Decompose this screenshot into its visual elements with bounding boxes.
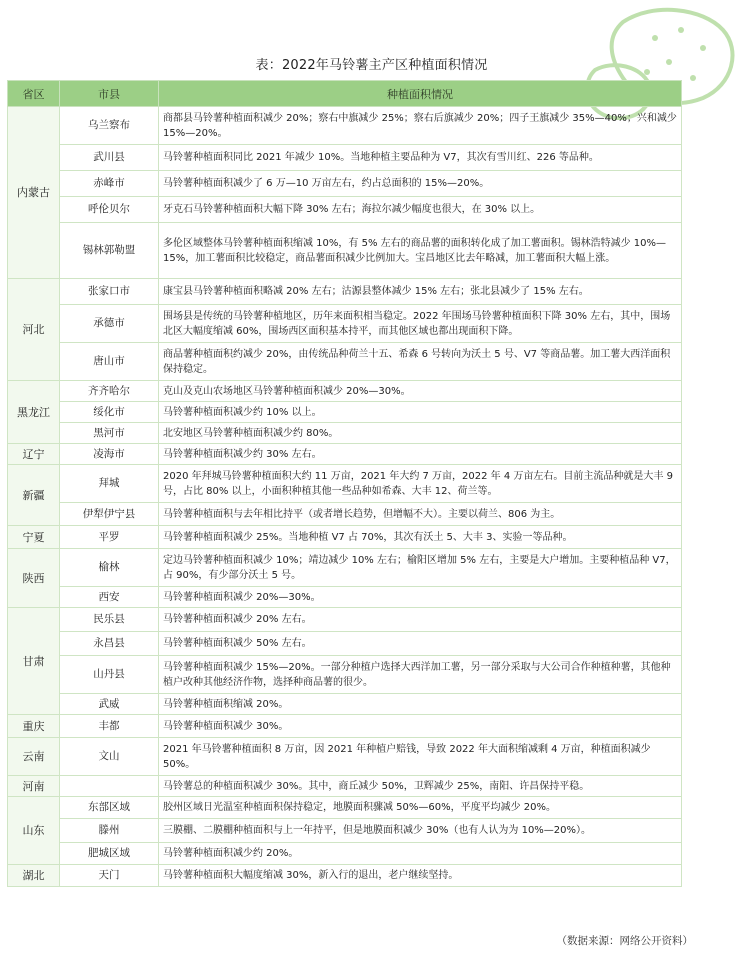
city-cell: 永昌县 [60, 632, 159, 656]
city-cell: 西安 [60, 587, 159, 608]
desc-cell: 马铃薯种植面积同比 2021 年减少 10%。当地种植主要品种为 V7，其次有雪川红、226 等品种。 [159, 145, 682, 171]
desc-cell: 马铃薯种植面积减少约 20%。 [159, 843, 682, 865]
desc-cell: 马铃薯种植面积减少 20% 左右。 [159, 608, 682, 632]
desc-cell: 商都县马铃薯种植面积减少 20%；察右中旗减少 25%；察右后旗减少 20%；四子王旗减少 35%—40%；兴和减少 15%—20%。 [159, 107, 682, 145]
table-title: 表：2022年马铃薯主产区种植面积情况 [255, 58, 488, 73]
table-row [8, 305, 682, 343]
city-cell: 齐齐哈尔 [60, 381, 159, 402]
city-cell: 平罗 [60, 526, 159, 549]
desc-cell: 胶州区域日光温室种植面积保持稳定，地膜面积骤减 50%—60%，平度平均减少 20%。 [159, 797, 682, 819]
city-cell: 呼伦贝尔 [60, 197, 159, 223]
city-cell: 榆林 [60, 549, 159, 587]
city-cell: 凌海市 [60, 444, 159, 465]
table-row [8, 797, 682, 819]
province-cell: 内蒙古 [8, 107, 60, 279]
desc-cell: 马铃薯种植面积减少 25%。当地种植 V7 占 70%，其次有沃土 5、大丰 3、实验一等品种。 [159, 526, 682, 549]
city-cell: 唐山市 [60, 343, 159, 381]
header-province: 省区 [8, 81, 60, 107]
table-row [8, 503, 682, 526]
city-cell: 乌兰察布 [60, 107, 159, 145]
city-cell: 拜城 [60, 465, 159, 503]
desc-cell: 康宝县马铃薯种植面积略减 20% 左右；沽源县整体减少 15% 左右；张北县减少了 15% 左右。 [159, 279, 682, 305]
desc-cell: 商品薯种植面积约减少 20%，由传统品种荷兰十五、希森 6 号转向为沃土 5 号、V7 等商品薯。加工薯大西洋面积保持稳定。 [159, 343, 682, 381]
province-cell: 陕西 [8, 549, 60, 608]
desc-cell: 马铃薯种植面积减少 20%—30%。 [159, 587, 682, 608]
table-row [8, 279, 682, 305]
city-cell: 滕州 [60, 819, 159, 843]
desc-cell: 三膜棚、二膜棚种植面积与上一年持平，但是地膜面积减少 30%（也有人认为为 10%—20%）。 [159, 819, 682, 843]
table-row [8, 608, 682, 632]
province-cell: 辽宁 [8, 444, 60, 465]
table-row [8, 107, 682, 145]
table-row [8, 444, 682, 465]
province-cell: 黑龙江 [8, 381, 60, 444]
city-cell: 锡林郭勒盟 [60, 223, 159, 279]
city-cell: 文山 [60, 738, 159, 776]
table-row [8, 738, 682, 776]
province-cell: 湖北 [8, 865, 60, 887]
table-row [8, 381, 682, 402]
desc-cell: 马铃薯种植面积大幅度缩减 30%，新入行的退出，老户继续坚持。 [159, 865, 682, 887]
desc-cell: 多伦区域整体马铃薯种植面积缩减 10%，有 5% 左右的商品薯的面积转化成了加工薯面积。锡林浩特减少 10%—15%，加工薯面积比较稳定，商品薯面积减少比例加大。宝昌地区比去年略减，加工薯面积大幅上涨。 [159, 223, 682, 279]
table-row [8, 632, 682, 656]
city-cell: 承德市 [60, 305, 159, 343]
desc-cell: 马铃薯种植面积减少 50% 左右。 [159, 632, 682, 656]
table-row [8, 423, 682, 444]
province-cell: 河南 [8, 776, 60, 797]
table-row [8, 526, 682, 549]
table-row [8, 197, 682, 223]
table-row [8, 465, 682, 503]
desc-cell: 围场县是传统的马铃薯种植地区，历年来面积相当稳定。2022 年围场马铃薯种植面积下降 30% 左右，其中，围场北区大幅度缩减 60%，围场西区面积基本持平，而其他区域也都出现面积下降。 [159, 305, 682, 343]
province-cell: 云南 [8, 738, 60, 776]
header-city: 市县 [60, 81, 159, 107]
desc-cell: 马铃薯种植面积减少约 30% 左右。 [159, 444, 682, 465]
city-cell: 绥化市 [60, 402, 159, 423]
desc-cell: 2021 年马铃薯种植面积 8 万亩，因 2021 年种植户赔钱，导致 2022 年大面积缩减剩 4 万亩，种植面积减少 50%。 [159, 738, 682, 776]
header-desc: 种植面积情况 [159, 81, 682, 107]
city-cell: 武威 [60, 694, 159, 715]
province-cell: 新疆 [8, 465, 60, 526]
table-row [8, 865, 682, 887]
table-row [8, 223, 682, 279]
city-cell: 山丹县 [60, 656, 159, 694]
city-cell: 天门 [60, 865, 159, 887]
desc-cell: 克山及克山农场地区马铃薯种植面积减少 20%—30%。 [159, 381, 682, 402]
province-cell: 山东 [8, 797, 60, 865]
table-row [8, 402, 682, 423]
table-row [8, 343, 682, 381]
city-cell: 张家口市 [60, 279, 159, 305]
desc-cell: 牙克石马铃薯种植面积大幅下降 30% 左右；海拉尔减少幅度也很大，在 30% 以上。 [159, 197, 682, 223]
desc-cell: 马铃薯种植面积减少约 10% 以上。 [159, 402, 682, 423]
city-cell: 伊犁伊宁县 [60, 503, 159, 526]
city-cell: 民乐县 [60, 608, 159, 632]
city-cell: 肥城区域 [60, 843, 159, 865]
city-cell: 武川县 [60, 145, 159, 171]
table-row [8, 694, 682, 715]
city-cell: 赤峰市 [60, 171, 159, 197]
table-row [8, 819, 682, 843]
city-cell [60, 776, 159, 797]
desc-cell: 2020 年拜城马铃薯种植面积大约 11 万亩，2021 年大约 7 万亩，2022 年 4 万亩左右。目前主流品种就是大丰 9 号，占比 80% 以上，小面积种植其他一些品种如希森、大丰 12、荷兰等。 [159, 465, 682, 503]
province-cell: 重庆 [8, 715, 60, 738]
table-row [8, 587, 682, 608]
city-cell: 丰都 [60, 715, 159, 738]
province-cell: 河北 [8, 279, 60, 381]
city-cell: 黑河市 [60, 423, 159, 444]
province-cell: 宁夏 [8, 526, 60, 549]
table-row [8, 171, 682, 197]
header-row [8, 81, 682, 107]
table-row [8, 715, 682, 738]
desc-cell: 马铃薯种植面积减少了 6 万—10 万亩左右，约占总面积的 15%—20%。 [159, 171, 682, 197]
table-row [8, 776, 682, 797]
table-row [8, 843, 682, 865]
desc-cell: 马铃薯种植面积减少 15%—20%。一部分种植户选择大西洋加工薯，另一部分采取与大公司合作种植种薯，其他种植户改种其他经济作物，选择种商品薯的很少。 [159, 656, 682, 694]
table-row [8, 549, 682, 587]
table-row [8, 145, 682, 171]
desc-cell: 马铃薯种植面积缩减 20%。 [159, 694, 682, 715]
desc-cell: 马铃薯种植面积减少 30%。 [159, 715, 682, 738]
desc-cell: 马铃薯总的种植面积减少 30%。其中，商丘减少 50%，卫辉减少 25%，南阳、许昌保持平稳。 [159, 776, 682, 797]
table-row [8, 656, 682, 694]
desc-cell: 北安地区马铃薯种植面积减少约 80%。 [159, 423, 682, 444]
province-cell: 甘肃 [8, 608, 60, 715]
planting-area-table [7, 80, 682, 887]
data-source-note: （数据来源：网络公开资料） [556, 935, 693, 947]
desc-cell: 定边马铃薯种植面积减少 10%；靖边减少 10% 左右；榆阳区增加 5% 左右，主要是大户增加。主要种植品种 V7，占 90%，有少部分沃土 5 号。 [159, 549, 682, 587]
city-cell: 东部区域 [60, 797, 159, 819]
desc-cell: 马铃薯种植面积与去年相比持平（或者增长趋势，但增幅不大）。主要以荷兰、806 为主。 [159, 503, 682, 526]
